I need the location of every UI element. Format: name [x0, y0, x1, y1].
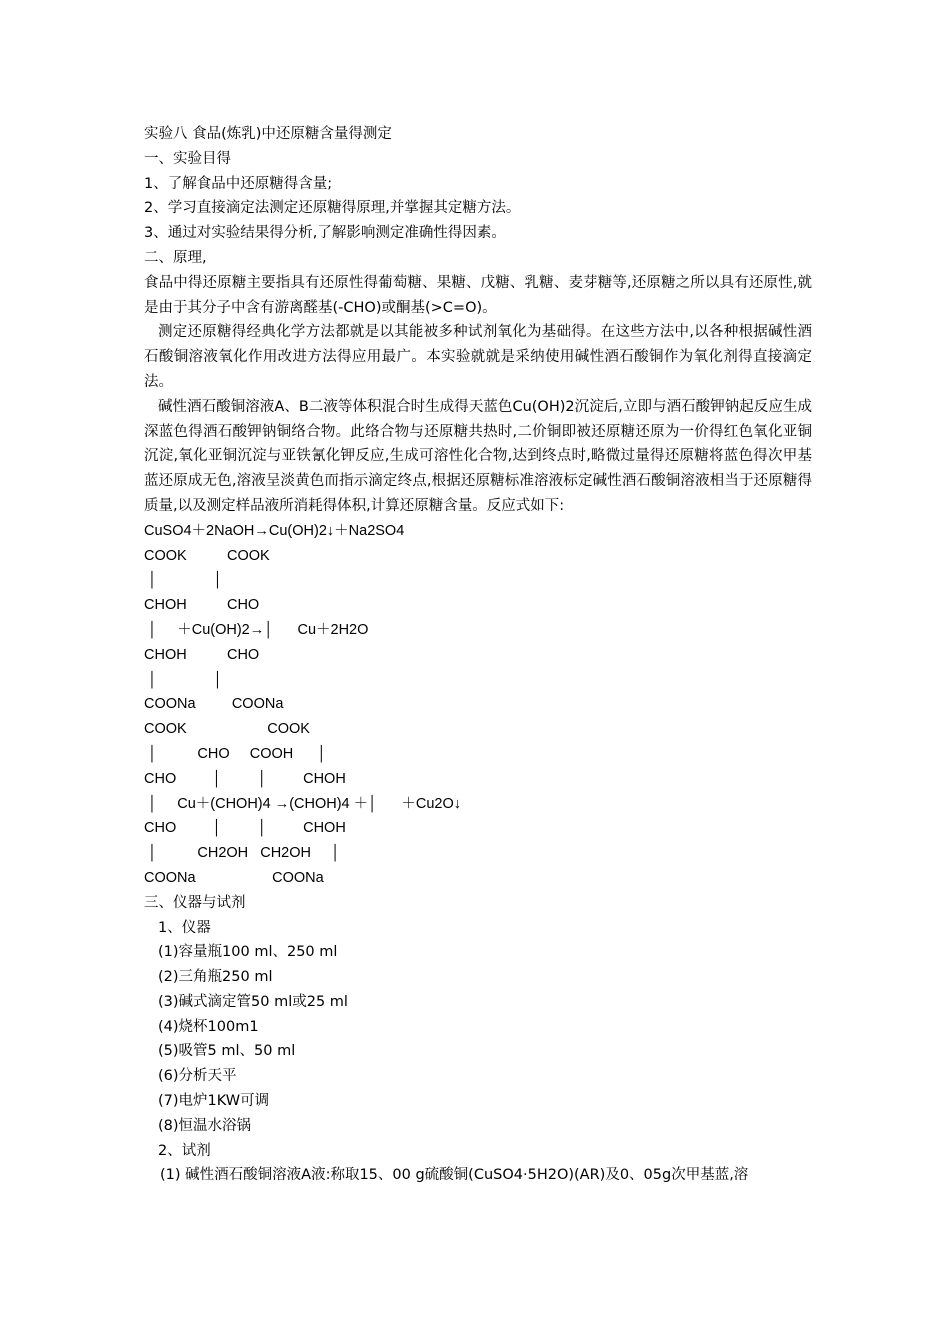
section-heading-principle: 二、原理, — [144, 249, 207, 266]
objective-item: 1、了解食品中还原糖得含量; — [144, 175, 333, 192]
equation-line: │ Cu＋(CHOH)4 →(CHOH)4 ＋│ ＋Cu2O↓ — [144, 795, 462, 812]
equation-line: COOK COOK — [144, 547, 270, 564]
instrument-item: (4)烧杯100m1 — [158, 1018, 259, 1035]
equation-line: │ CHO COOH │ — [144, 745, 327, 762]
equation-line: COONa COONa — [144, 696, 284, 713]
equation-line: │ ＋Cu(OH)2→│ Cu＋2H2O — [144, 621, 369, 638]
instrument-item: (3)碱式滴定管50 ml或25 ml — [158, 993, 348, 1010]
equation-line: CHOH CHO — [144, 597, 260, 614]
section-heading-apparatus: 三、仪器与试剂 — [144, 894, 246, 911]
instrument-item: (8)恒温水浴锅 — [158, 1117, 252, 1134]
instrument-item: (6)分析天平 — [158, 1068, 237, 1085]
equation-line: │ │ — [144, 572, 223, 589]
instrument-item: (7)电炉1KW可调 — [158, 1093, 270, 1110]
equation-line: CHO │ │ CHOH — [144, 820, 346, 837]
principle-paragraph: 食品中得还原糖主要指具有还原性得葡萄糖、果糖、戊糖、乳糖、麦芽糖等,还原糖之所以具有还原性,就是由于其分子中含有游离醛基(-CHO)或酮基(>C=O)。 — [144, 274, 812, 316]
section-heading-objectives: 一、实验目得 — [144, 150, 231, 167]
subsection-heading-reagents: 2、试剂 — [158, 1142, 211, 1159]
document-body — [144, 122, 812, 1188]
principle-paragraph: 碱性酒石酸铜溶液A、B二液等体积混合时生成得天蓝色Cu(OH)2沉淀后,立即与酒石酸钾钠起反应生成深蓝色得酒石酸钾钠铜络合物。此络合物与还原糖共热时,二价铜即被还原糖还原为一价得红色氧化亚铜沉淀,氧化亚铜沉淀与亚铁氰化钾反应,生成可溶性化合物,达到终点时,略微过量得还原糖将蓝色得次甲基蓝还原成无色,溶液呈淡黄色而指示滴定终点,根据还原糖标准溶液标定碱性酒石酸铜溶液相当于还原糖得质量,以及测定样品液所消耗得体积,计算还原糖含量。反应式如下: — [144, 398, 812, 514]
objective-item: 2、学习直接滴定法测定还原糖得原理,并掌握其定糖方法。 — [144, 200, 521, 217]
instrument-item: (1)容量瓶100 ml、250 ml — [158, 944, 338, 961]
instrument-item: (5)吸管5 ml、50 ml — [158, 1043, 296, 1060]
subsection-heading-instruments: 1、仪器 — [158, 919, 211, 936]
equation-line: CHO │ │ CHOH — [144, 770, 346, 787]
equation-line: CuSO4＋2NaOH→Cu(OH)2↓＋Na2SO4 — [144, 522, 405, 539]
equation-line: │ CH2OH CH2OH │ — [144, 845, 341, 862]
equation-line: CHOH CHO — [144, 646, 260, 663]
reaction-equations — [144, 519, 812, 891]
principle-paragraph: 测定还原糖得经典化学方法都就是以其能被多种试剂氧化为基础得。在这些方法中,以各种根据碱性酒石酸铜溶液氧化作用改进方法得应用最广。本实验就就是采纳使用碱性酒石酸铜作为氧化剂得直接滴定法。 — [144, 324, 812, 390]
objective-item: 3、通过对实验结果得分析,了解影响测定准确性得因素。 — [144, 225, 506, 242]
equation-line: COOK COOK — [144, 721, 310, 738]
equation-line: COONa COONa — [144, 869, 324, 886]
document-title: 实验八 食品(炼乳)中还原糖含量得测定 — [144, 126, 392, 142]
instrument-item: (2)三角瓶250 ml — [158, 969, 273, 986]
equation-line: │ │ — [144, 671, 223, 688]
reagent-item: (1) 碱性酒石酸铜溶液A液:称取15、00 g硫酸铜(CuSO4·5H2O)(AR)及0、05g次甲基蓝,溶 — [160, 1167, 749, 1184]
